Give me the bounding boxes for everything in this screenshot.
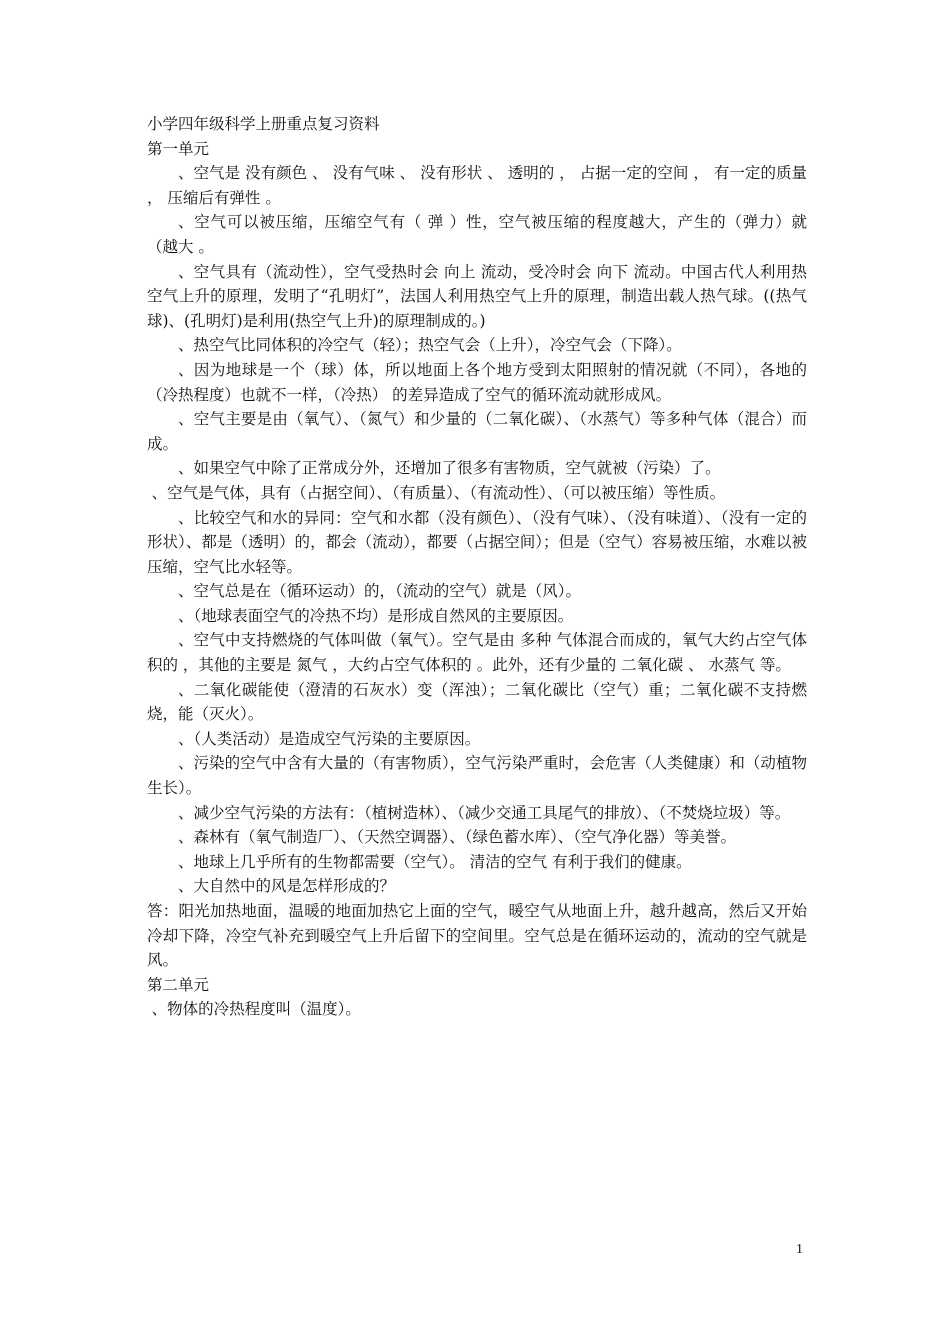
- paragraph: 、空气主要是由（氧气）、（氮气）和少量的（二氧化碳）、（水蒸气）等多种气体（混合）而成。: [147, 410, 807, 453]
- document-title: 小学四年级科学上册重点复习资料: [147, 115, 380, 133]
- unit-heading: 第二单元: [147, 975, 210, 994]
- paragraph: 、热空气比同体积的冷空气（轻）；热空气会（上升），冷空气会（下降）。: [178, 336, 682, 355]
- paragraph: 、空气可以被压缩，压缩空气有（ 弹 ）性，空气被压缩的程度越大，产生的（弹力）就（越大 。: [147, 213, 807, 256]
- paragraph: 、污染的空气中含有大量的（有害物质），空气污染严重时，会危害（人类健康）和（动植物生长）。: [147, 754, 807, 798]
- paragraph: 、（人类活动）是造成空气污染的主要原因。: [178, 729, 481, 748]
- unit-heading: 第一单元: [147, 139, 210, 158]
- paragraph: 、大自然中的风是怎样形成的？: [178, 877, 396, 896]
- paragraph: 、空气是气体，具有（占据空间）、（有质量）、（有流动性）、（可以被压缩）等性质。: [151, 483, 726, 502]
- paragraph: 、空气是 没有颜色 、 没有气味 、 没有形状 、 透明的 ， 占据一定的空间 ， 有一定的质量 ， 压缩后有弹性 。: [147, 164, 807, 207]
- paragraph-list: [147, 137, 807, 1022]
- paragraph: 、地球上几乎所有的生物都需要（空气）。 清洁的空气 有利于我们的健康。: [178, 852, 692, 871]
- paragraph: 、二氧化碳能使（澄清的石灰水）变（浑浊）；二氧化碳比（空气）重；二氧化碳不支持燃烧，能（灭火）。: [147, 680, 807, 724]
- paragraph: 、空气中支持燃烧的气体叫做（氧气）。空气是由 多种 气体混合而成的，氧气大约占空气体积的 ，其他的主要是 氮气 ，大约占空气体积的 。此外，还有少量的 二氧化碳 、 水蒸气 等。: [147, 631, 807, 675]
- paragraph: 、因为地球是一个（球）体，所以地面上各个地方受到太阳照射的情况就（不同），各地的（冷热程度）也就不一样，（冷热） 的差异造成了空气的循环流动就形成风。: [147, 360, 807, 404]
- document-body: [147, 112, 807, 1022]
- paragraph: 、森林有（氧气制造厂）、（天然空调器）、（绿色蓄水库）、（空气净化器）等美誉。: [178, 828, 737, 847]
- paragraph: 、空气总是在（循环运动）的，（流动的空气）就是（风）。: [178, 582, 582, 601]
- paragraph: 、物体的冷热程度叫（温度）。: [151, 1000, 361, 1019]
- page-number: 1: [796, 1242, 803, 1257]
- paragraph: 、如果空气中除了正常成分外，还增加了很多有害物质，空气就被（污染）了。: [178, 459, 721, 478]
- answer-paragraph: 答：阳光加热地面，温暖的地面加热它上面的空气，暖空气从地面上升，越升越高，然后又开始冷却下降，冷空气补充到暖空气上升后留下的空间里。空气总是在循环运动的，流动的空气就是风。: [147, 902, 807, 970]
- paragraph: 、比较空气和水的异同：空气和水都（没有颜色）、（没有气味）、（没有味道）、（没有一定的形状）、都是（透明）的，都会（流动），都要（占据空间）；但是（空气）容易被压缩，水难以被压缩，空气比水轻等。: [147, 508, 807, 576]
- paragraph: 、（地球表面空气的冷热不均）是形成自然风的主要原因。: [178, 606, 574, 625]
- paragraph: 、空气具有（流动性），空气受热时会 向上 流动，受冷时会 向下 流动。中国古代人利用热空气上升的原理，发明了“孔明灯”，法国人利用热空气上升的原理，制造出载人热气球。((热气球)、(孔明灯)是利用(热空气上升)的原理制成的。): [147, 262, 807, 330]
- paragraph: 、减少空气污染的方法有：（植树造林）、（减少交通工具尾气的排放）、（不焚烧垃圾）等。: [178, 803, 791, 822]
